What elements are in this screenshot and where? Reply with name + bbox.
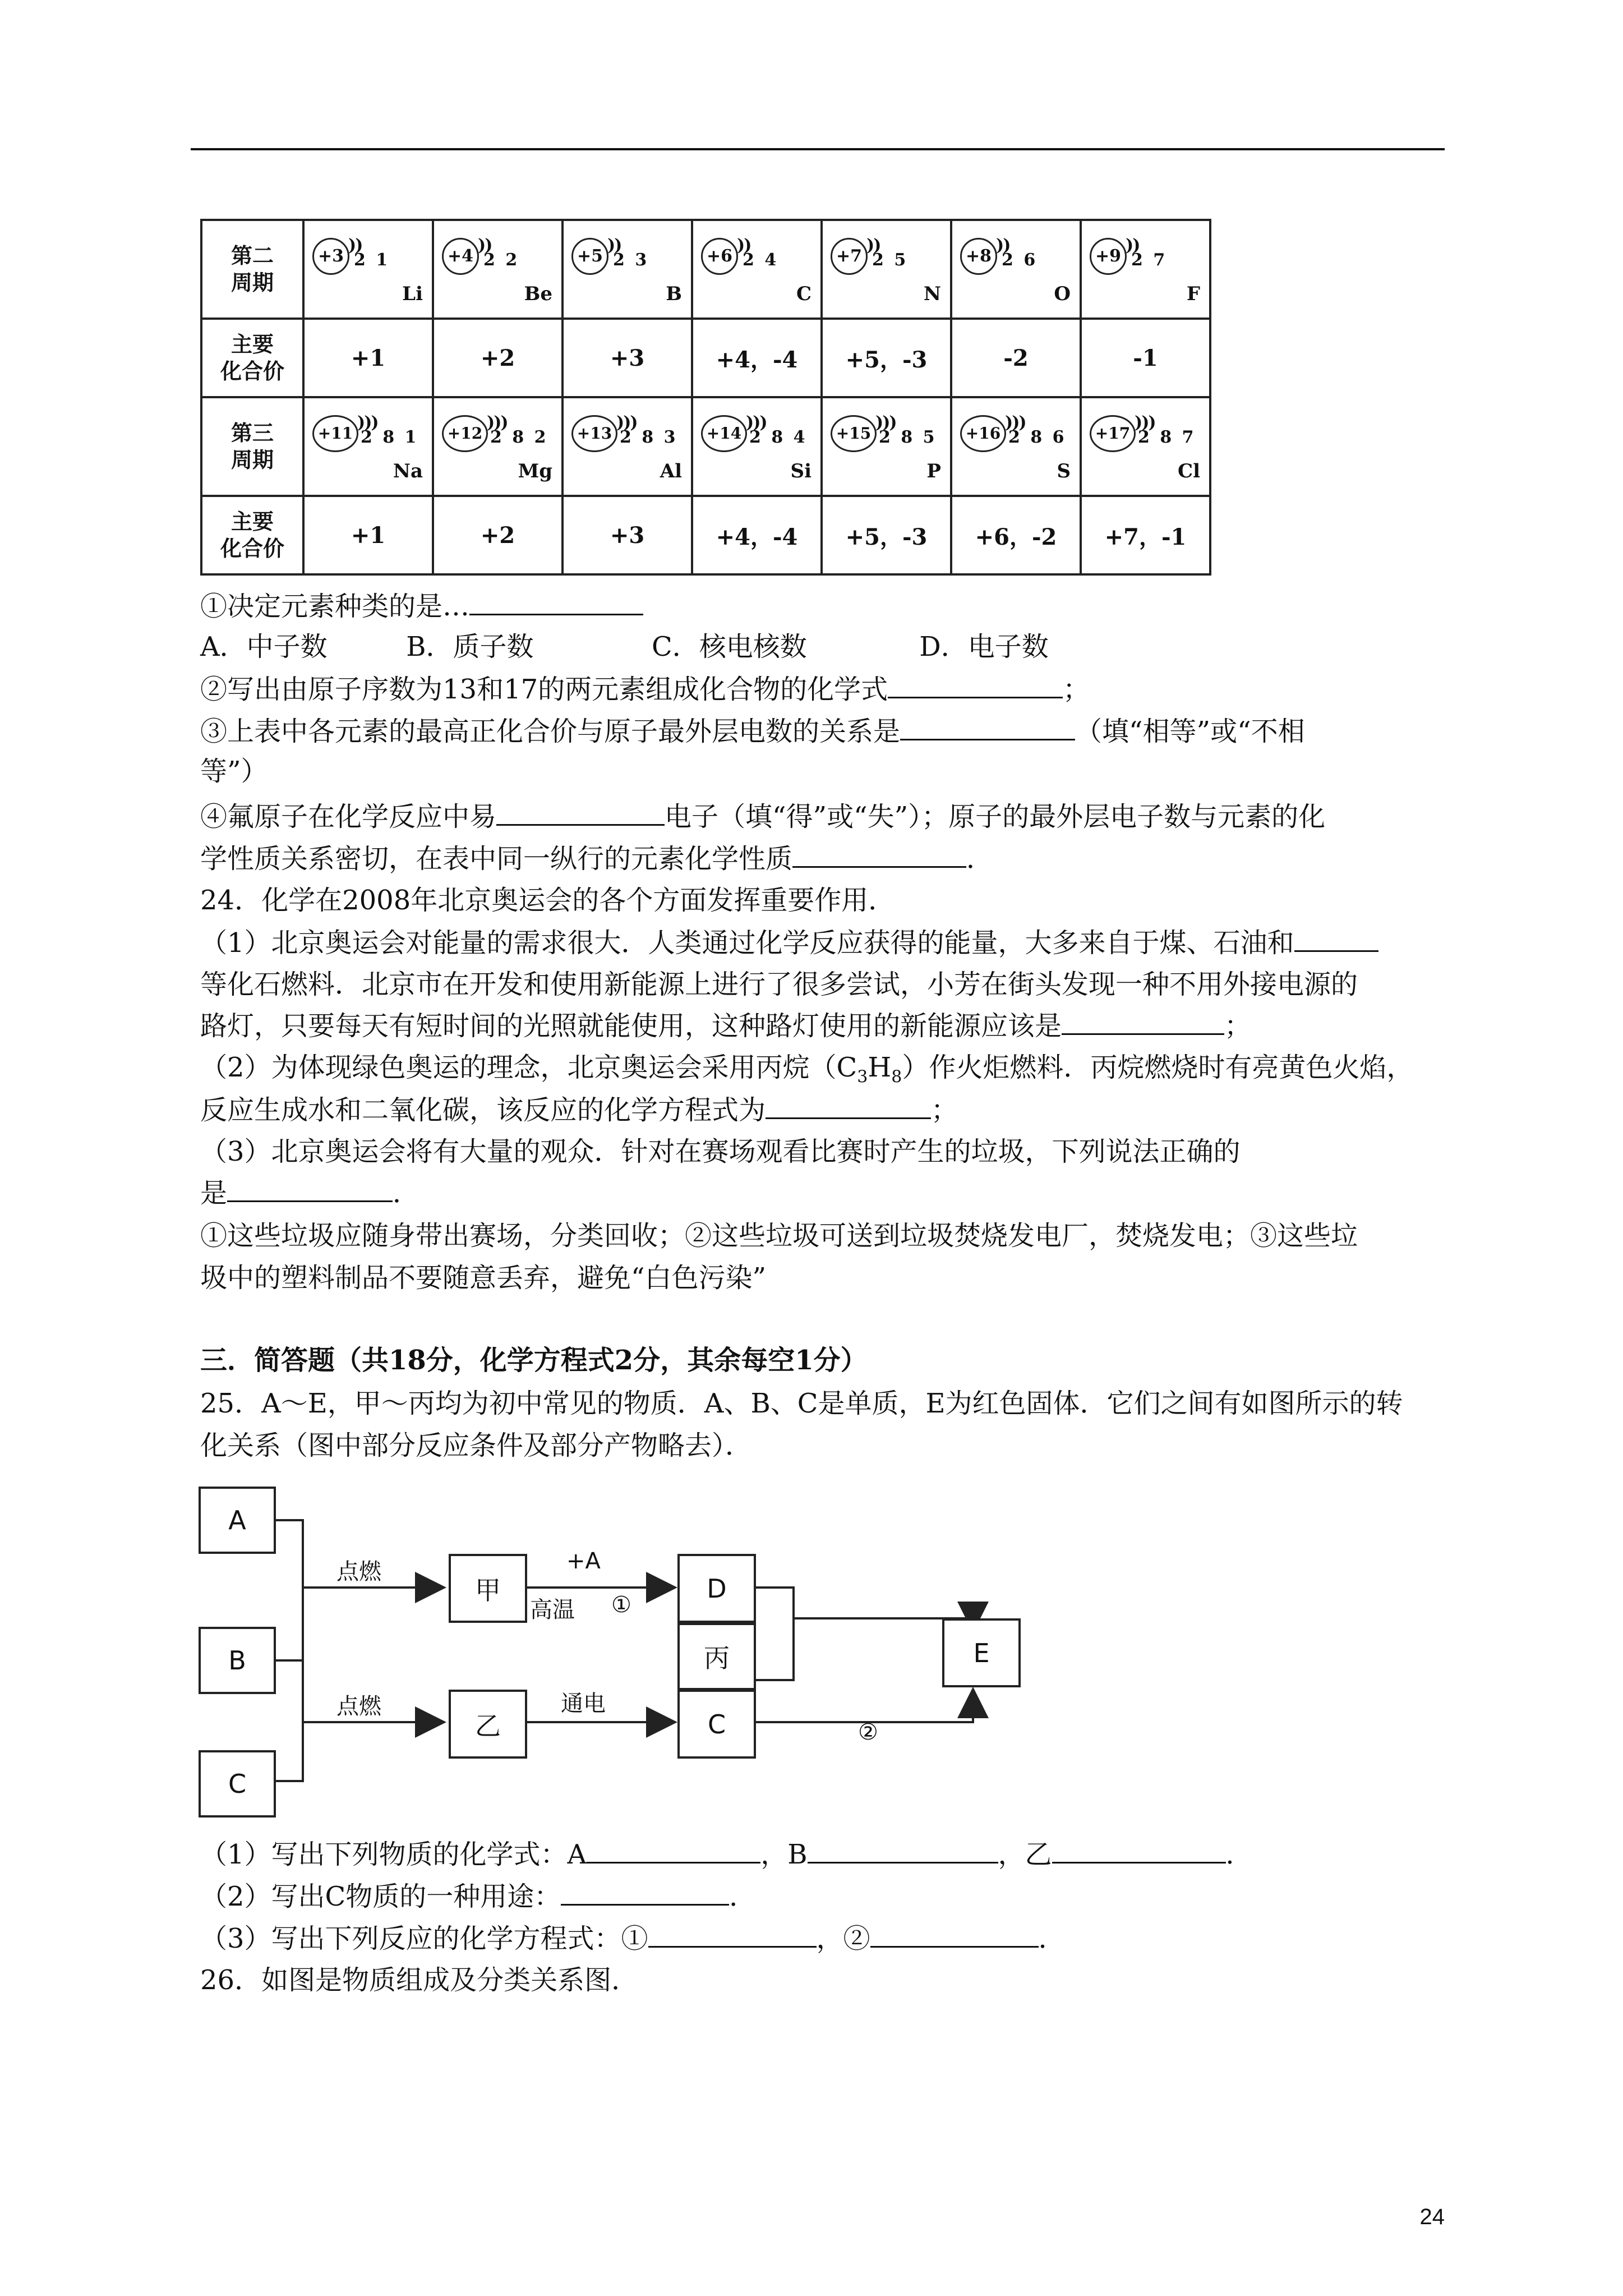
box-c-left: C <box>199 1750 276 1818</box>
q23-part4-cont: 学性质关系密切，在表中同一纵行的元素化学性质 ． <box>200 841 993 876</box>
valence-cell: -2 <box>951 319 1081 397</box>
shell-electrons: 2 8 6 <box>1008 427 1067 447</box>
q26-stem: 26．如图是物质组成及分类关系图． <box>200 1964 639 1996</box>
q25-stem-2: 化关系（图中部分反应条件及部分产物略去）． <box>200 1430 753 1461</box>
atom-cell-c <box>692 220 822 319</box>
atom-diagram <box>434 398 561 495</box>
atom-diagram <box>823 221 950 318</box>
row-head-valence-2: 主要 化合价 <box>201 496 303 574</box>
nucleus-circle: +5 <box>571 238 608 275</box>
atom-cell-o <box>951 220 1081 319</box>
answer-blank[interactable] <box>587 1837 760 1864</box>
shell-arcs-icon: ))) <box>487 413 508 432</box>
atom-diagram <box>564 398 691 495</box>
nucleus-circle: +17 <box>1090 415 1136 452</box>
nucleus-circle: +16 <box>960 415 1006 452</box>
q23-part3-cont: 等”） <box>200 756 268 787</box>
nucleus-circle: +9 <box>1090 238 1127 275</box>
element-symbol: Na <box>393 460 423 482</box>
q25-stem: 25．A～E，甲～丙均为初中常见的物质．A、B、C是单质，E为红色固体．它们之间有如图所示的转 <box>200 1388 1403 1419</box>
valence-cell: +5，-3 <box>822 496 951 574</box>
valence-cell: +1 <box>303 496 433 574</box>
nucleus-circle: +13 <box>571 415 617 452</box>
valence-cell: +4，-4 <box>692 319 822 397</box>
q23-part1: ①决定元素种类的是… <box>200 589 643 623</box>
box-a: A <box>199 1487 276 1554</box>
atom-diagram <box>823 398 950 495</box>
atom-diagram <box>1082 221 1209 318</box>
q24-s2: （2）为体现绿色奥运的理念，北京奥运会采用丙烷$(C_3H_8)$作火炬燃料．丙烷燃烧时有亮黄色火焰， <box>200 1052 1414 1087</box>
atom-cell-na <box>303 397 433 496</box>
reaction-diagram <box>191 1481 1066 1818</box>
shell-electrons: 2 8 3 <box>620 427 678 447</box>
answer-blank[interactable] <box>870 1921 1039 1948</box>
nucleus-circle: +6 <box>701 238 738 275</box>
element-symbol: Li <box>402 283 423 305</box>
atom-cell-al <box>562 397 692 496</box>
answer-blank[interactable] <box>900 714 1075 740</box>
element-symbol: Mg <box>518 460 552 482</box>
atom-cell-b <box>562 220 692 319</box>
element-symbol: P <box>926 460 941 482</box>
box-jia: 甲 <box>449 1554 527 1623</box>
atom-cell-f <box>1081 220 1210 319</box>
element-table <box>200 219 1211 576</box>
q23-options <box>200 630 1049 664</box>
q24-s2b: 反应生成水和二氧化碳，该反应的化学方程式为 ； <box>200 1093 958 1127</box>
shell-arcs-icon: )) <box>866 236 880 255</box>
nucleus-circle: +14 <box>701 415 747 452</box>
label-ignite-1: 点燃 <box>336 1559 381 1585</box>
shell-arcs-icon: )) <box>348 236 362 255</box>
q23-part4: ④氟原子在化学反应中易 电子（填“得”或“失”）；原子的最外层电子数与元素的化 <box>200 799 1325 834</box>
answer-blank[interactable] <box>648 1921 817 1948</box>
nucleus-circle: +4 <box>442 238 479 275</box>
label-reaction-2: ② <box>858 1719 878 1745</box>
label-ignite-2: 点燃 <box>336 1694 381 1719</box>
atom-cell-li <box>303 220 433 319</box>
option-b: B．质子数 <box>406 631 534 662</box>
element-symbol: F <box>1186 283 1200 305</box>
q24-s1c: 路灯，只要每天有短时间的光照就能使用，这种路灯使用的新能源应该是 ； <box>200 1009 1251 1043</box>
answer-blank[interactable] <box>1062 1009 1224 1035</box>
section-heading: 三．简答题（共18分，化学方程式2分，其余每空1分） <box>200 1345 868 1376</box>
shell-electrons: 2 1 <box>354 250 390 270</box>
atom-diagram <box>305 398 432 495</box>
valence-cell: +5，-3 <box>822 319 951 397</box>
shell-electrons: 2 8 4 <box>749 427 808 447</box>
element-symbol: Al <box>660 460 682 482</box>
answer-blank[interactable] <box>888 672 1063 698</box>
atom-diagram <box>952 398 1080 495</box>
shell-electrons: 2 5 <box>872 250 909 270</box>
element-symbol: N <box>923 283 941 305</box>
label-high-temp: 高温 <box>530 1597 575 1623</box>
answer-blank[interactable] <box>1052 1837 1226 1864</box>
answer-blank[interactable] <box>496 799 665 826</box>
shell-electrons: 2 8 7 <box>1138 427 1196 447</box>
box-b: B <box>199 1627 276 1694</box>
atom-diagram <box>564 221 691 318</box>
q25-q3: （3）写出下列反应的化学方程式：① ，② ． <box>200 1921 1066 1955</box>
row-head-valence: 主要 化合价 <box>201 319 303 397</box>
shell-arcs-icon: ))) <box>1135 413 1155 432</box>
atom-cell-n <box>822 220 951 319</box>
answer-blank[interactable] <box>792 841 966 868</box>
element-symbol: Si <box>790 460 811 482</box>
q24-s3c: ①这些垃圾应随身带出赛场，分类回收；②这些垃圾可送到垃圾焚烧发电厂，焚烧发电；③这些垃 <box>200 1220 1358 1251</box>
label-reaction-1: ① <box>611 1592 631 1618</box>
shell-electrons: 2 3 <box>613 250 649 270</box>
box-yi: 乙 <box>449 1690 527 1759</box>
q23-part3: ③上表中各元素的最高正化合价与原子最外层电数的关系是 （填“相等”或“不相 <box>200 714 1305 748</box>
atom-cell-cl <box>1081 397 1210 496</box>
nucleus-circle: +7 <box>831 238 868 275</box>
q24-title: 24．化学在2008年北京奥运会的各个方面发挥重要作用． <box>200 885 896 916</box>
nucleus-circle: +3 <box>312 238 349 275</box>
atom-diagram <box>952 221 1080 318</box>
valence-cell: +1 <box>303 319 433 397</box>
nucleus-circle: +8 <box>960 238 997 275</box>
nucleus-circle: +12 <box>442 415 488 452</box>
valence-cell: +2 <box>433 496 562 574</box>
shell-electrons: 2 2 <box>483 250 520 270</box>
q24-s1b: 等化石燃料．北京市在开发和使用新能源上进行了很多尝试，小芳在街头发现一种不用外接电源的 <box>200 969 1358 1000</box>
shell-electrons: 2 4 <box>743 250 779 270</box>
answer-blank[interactable] <box>766 1093 931 1119</box>
q24-s3d: 圾中的塑料制品不要随意丢弃，避免“白色污染” <box>200 1262 767 1294</box>
element-symbol: S <box>1057 460 1071 482</box>
box-bing: 丙 <box>677 1623 756 1690</box>
valence-cell: +2 <box>433 319 562 397</box>
shell-arcs-icon: ))) <box>875 413 896 432</box>
shell-arcs-icon: )) <box>607 236 621 255</box>
option-d: D．电子数 <box>919 631 1049 662</box>
atom-cell-s <box>951 397 1081 496</box>
header-rule <box>191 148 1445 150</box>
q24-s3: （3）北京奥运会将有大量的观众．针对在赛场观看比赛时产生的垃圾，下列说法正确的 <box>200 1136 1241 1167</box>
element-symbol: O <box>1054 283 1071 305</box>
period2-row <box>201 220 1210 319</box>
atom-diagram <box>693 221 820 318</box>
valence-cell: +3 <box>562 319 692 397</box>
option-c: C．核电核数 <box>652 631 807 662</box>
atom-diagram <box>693 398 820 495</box>
shell-electrons: 2 8 2 <box>490 427 548 447</box>
atom-cell-si <box>692 397 822 496</box>
nucleus-circle: +11 <box>312 415 358 452</box>
label-plus-a: +A <box>566 1548 601 1574</box>
atom-cell-p <box>822 397 951 496</box>
box-e: E <box>942 1618 1021 1687</box>
q24-s1: （1）北京奥运会对能量的需求很大．人类通过化学反应获得的能量，大多来自于煤、石油和 <box>200 926 1378 960</box>
shell-arcs-icon: )) <box>1126 236 1140 255</box>
answer-blank[interactable] <box>469 589 643 615</box>
valence-cell: +7，-1 <box>1081 496 1210 574</box>
valence-cell: +4，-4 <box>692 496 822 574</box>
valence-cell: +6，-2 <box>951 496 1081 574</box>
period2-valence-row <box>201 319 1210 397</box>
shell-electrons: 2 6 <box>1002 250 1038 270</box>
answer-blank[interactable] <box>808 1837 998 1864</box>
shell-arcs-icon: ))) <box>1005 413 1026 432</box>
box-c-right: C <box>677 1690 756 1759</box>
period3-valence-row <box>201 496 1210 574</box>
q25-q2: （2）写出C物质的一种用途： ． <box>200 1879 756 1913</box>
shell-arcs-icon: )) <box>737 236 751 255</box>
element-symbol: B <box>666 283 682 305</box>
nucleus-circle: +15 <box>831 415 877 452</box>
shell-electrons: 2 8 1 <box>361 427 419 447</box>
label-electrolysis: 通电 <box>561 1691 606 1717</box>
period3-row <box>201 397 1210 496</box>
page-number: 24 <box>1419 2205 1445 2229</box>
answer-blank[interactable] <box>1294 926 1378 952</box>
q25-q1: （1）写出下列物质的化学式：A ，B ，乙 ． <box>200 1837 1253 1871</box>
row-head-period3: 第三 周期 <box>201 397 303 496</box>
element-symbol: Be <box>524 283 552 305</box>
shell-electrons: 2 8 5 <box>879 427 937 447</box>
valence-cell: +3 <box>562 496 692 574</box>
atom-diagram <box>1082 398 1209 495</box>
row-head-period2: 第二 周期 <box>201 220 303 319</box>
answer-blank[interactable] <box>227 1176 393 1202</box>
atom-diagram <box>305 221 432 318</box>
element-symbol: C <box>796 283 811 305</box>
option-a: A．中子数 <box>200 631 328 662</box>
atom-diagram <box>434 221 561 318</box>
valence-cell: -1 <box>1081 319 1210 397</box>
answer-blank[interactable] <box>561 1879 729 1906</box>
box-d: D <box>677 1554 756 1623</box>
shell-arcs-icon: )) <box>996 236 1010 255</box>
shell-arcs-icon: ))) <box>616 413 637 432</box>
shell-arcs-icon: ))) <box>357 413 378 432</box>
atom-cell-be <box>433 220 562 319</box>
shell-electrons: 2 7 <box>1131 250 1168 270</box>
shell-arcs-icon: ))) <box>746 413 767 432</box>
shell-arcs-icon: )) <box>478 236 492 255</box>
q23-part2: ②写出由原子序数为13和17的两元素组成化合物的化学式 ； <box>200 672 1090 706</box>
element-symbol: Cl <box>1178 460 1200 482</box>
atom-cell-mg <box>433 397 562 496</box>
q24-s3b: 是 ． <box>200 1176 419 1210</box>
